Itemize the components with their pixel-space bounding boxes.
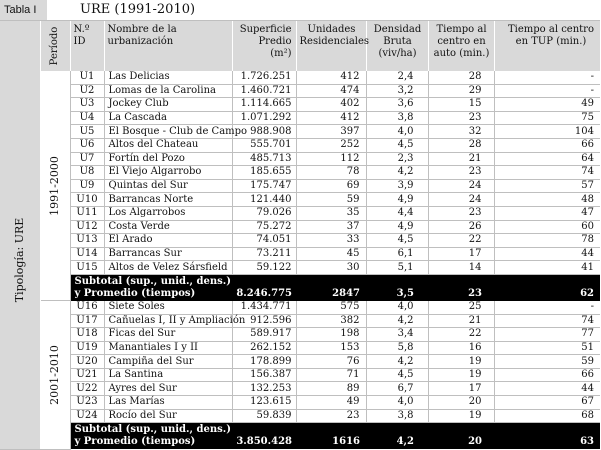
cell-densidad: 4,2 [366, 314, 428, 328]
cell-name: Barrancas Sur [104, 247, 232, 261]
period-cell [40, 301, 70, 449]
table-row [0, 125, 600, 139]
subtotal-unidades: 2847 [296, 274, 366, 301]
cell-unidades: 35 [296, 206, 366, 220]
table-title-bar [0, 0, 600, 21]
cell-id: U15 [70, 261, 104, 275]
cell-unidades: 33 [296, 234, 366, 248]
table-row [0, 341, 600, 355]
table-row [0, 328, 600, 342]
table-row [0, 206, 600, 220]
header-tiempo-auto: Tiempo al centro en auto (min.) [428, 21, 494, 71]
tipologia-cell [0, 71, 40, 449]
subtotal-densidad: 3,5 [366, 274, 428, 301]
cell-id: U7 [70, 152, 104, 166]
cell-tiempo-auto: 19 [428, 368, 494, 382]
cell-tiempo-tup: 59 [494, 355, 600, 369]
header-densidad: Densidad Bruta (viv/ha) [366, 21, 428, 71]
cell-unidades: 89 [296, 382, 366, 396]
table-row [0, 166, 600, 180]
cell-id: U22 [70, 382, 104, 396]
cell-tiempo-auto: 14 [428, 261, 494, 275]
table-row [0, 301, 600, 314]
cell-id: U12 [70, 220, 104, 234]
cell-id: U4 [70, 111, 104, 125]
period-cell [40, 71, 70, 301]
cell-tiempo-auto: 23 [428, 206, 494, 220]
cell-superficie: 988.908 [232, 125, 296, 139]
cell-densidad: 4,0 [366, 396, 428, 410]
cell-superficie: 79.026 [232, 206, 296, 220]
cell-tiempo-tup: 60 [494, 220, 600, 234]
subtotal-label: Subtotal (sup., unid., dens.) y Promedio (tiempos) [70, 423, 232, 450]
table-row [0, 314, 600, 328]
cell-tiempo-auto: 24 [428, 193, 494, 207]
period-label: 2001-2010 [48, 345, 61, 405]
cell-tiempo-auto: 22 [428, 328, 494, 342]
tipologia-label: Tipología: URE [12, 217, 26, 303]
cell-unidades: 59 [296, 193, 366, 207]
cell-id: U1 [70, 71, 104, 84]
cell-name: La Cascada [104, 111, 232, 125]
cell-densidad: 3,2 [366, 84, 428, 98]
cell-superficie: 59.839 [232, 409, 296, 423]
cell-densidad: 5,1 [366, 261, 428, 275]
cell-name: Lomas de la Carolina [104, 84, 232, 98]
cell-unidades: 575 [296, 301, 366, 314]
cell-tiempo-tup: 64 [494, 152, 600, 166]
cell-tiempo-auto: 17 [428, 382, 494, 396]
cell-name: Los Algarrobos [104, 206, 232, 220]
cell-tiempo-auto: 25 [428, 301, 494, 314]
cell-tiempo-auto: 24 [428, 179, 494, 193]
cell-tiempo-tup: 104 [494, 125, 600, 139]
cell-id: U21 [70, 368, 104, 382]
cell-superficie: 73.211 [232, 247, 296, 261]
cell-tiempo-auto: 23 [428, 166, 494, 180]
cell-superficie: 589.917 [232, 328, 296, 342]
cell-unidades: 71 [296, 368, 366, 382]
cell-name: Las Marías [104, 396, 232, 410]
subtotal-label: Subtotal (sup., unid., dens.) y Promedio (tiempos) [70, 274, 232, 301]
cell-id: U23 [70, 396, 104, 410]
cell-unidades: 474 [296, 84, 366, 98]
cell-name: El Bosque - Club de Campo [104, 125, 232, 139]
cell-superficie: 121.440 [232, 193, 296, 207]
period-label: 1991-2000 [48, 155, 61, 216]
table-row [0, 261, 600, 275]
table-row [0, 409, 600, 423]
cell-unidades: 412 [296, 71, 366, 84]
cell-densidad: 2,4 [366, 71, 428, 84]
cell-unidades: 412 [296, 111, 366, 125]
cell-name: Las Delicias [104, 71, 232, 84]
header-tipologia-blank [0, 21, 40, 71]
cell-name: Rocío del Sur [104, 409, 232, 423]
cell-tiempo-auto: 19 [428, 355, 494, 369]
cell-tiempo-tup: 41 [494, 261, 600, 275]
cell-unidades: 402 [296, 98, 366, 112]
cell-id: U20 [70, 355, 104, 369]
header-id: N.º ID [70, 21, 104, 71]
header-tiempo-tup: Tiempo al centro en TUP (min.) [494, 21, 600, 71]
cell-superficie: 123.615 [232, 396, 296, 410]
cell-id: U16 [70, 301, 104, 314]
cell-tiempo-auto: 26 [428, 220, 494, 234]
table-row [0, 220, 600, 234]
table-row [0, 193, 600, 207]
table-row [0, 98, 600, 112]
cell-tiempo-auto: 21 [428, 314, 494, 328]
cell-densidad: 3,6 [366, 98, 428, 112]
subtotal-unidades: 1616 [296, 423, 366, 450]
cell-superficie: 1.460.721 [232, 84, 296, 98]
cell-densidad: 3,8 [366, 409, 428, 423]
cell-superficie: 1.114.665 [232, 98, 296, 112]
cell-tiempo-tup: 44 [494, 382, 600, 396]
cell-unidades: 252 [296, 138, 366, 152]
table-row [0, 247, 600, 261]
cell-tiempo-tup: 77 [494, 328, 600, 342]
cell-tiempo-tup: 78 [494, 234, 600, 248]
cell-unidades: 382 [296, 314, 366, 328]
cell-name: Jockey Club [104, 98, 232, 112]
cell-tiempo-auto: 29 [428, 84, 494, 98]
cell-densidad: 4,0 [366, 125, 428, 139]
cell-id: U17 [70, 314, 104, 328]
cell-name: Manantiales I y II [104, 341, 232, 355]
cell-tiempo-tup: 74 [494, 314, 600, 328]
subtotal-tiempo-tup: 63 [494, 423, 600, 450]
cell-id: U19 [70, 341, 104, 355]
cell-densidad: 4,2 [366, 166, 428, 180]
cell-densidad: 4,2 [366, 355, 428, 369]
subtotal-row [0, 274, 600, 301]
cell-unidades: 153 [296, 341, 366, 355]
cell-densidad: 4,5 [366, 234, 428, 248]
cell-tiempo-tup: 47 [494, 206, 600, 220]
subtotal-row [0, 423, 600, 450]
subtotal-densidad: 4,2 [366, 423, 428, 450]
table-row [0, 152, 600, 166]
cell-name: Ayres del Sur [104, 382, 232, 396]
cell-name: Cañuelas I, II y Ampliación [104, 314, 232, 328]
cell-densidad: 4,0 [366, 301, 428, 314]
table-row [0, 138, 600, 152]
header-unidades: Unidades Residenciales [296, 21, 366, 71]
cell-id: U24 [70, 409, 104, 423]
cell-unidades: 198 [296, 328, 366, 342]
table-row [0, 368, 600, 382]
cell-tiempo-auto: 17 [428, 247, 494, 261]
cell-name: Campiña del Sur [104, 355, 232, 369]
cell-tiempo-auto: 21 [428, 152, 494, 166]
cell-tiempo-tup: - [494, 301, 600, 314]
cell-tiempo-auto: 28 [428, 71, 494, 84]
cell-densidad: 3,4 [366, 328, 428, 342]
cell-unidades: 30 [296, 261, 366, 275]
cell-id: U9 [70, 179, 104, 193]
cell-tiempo-tup: 75 [494, 111, 600, 125]
cell-name: Costa Verde [104, 220, 232, 234]
cell-tiempo-tup: 49 [494, 98, 600, 112]
table-row [0, 71, 600, 84]
cell-densidad: 4,5 [366, 138, 428, 152]
cell-name: Altos de Velez Sársfield [104, 261, 232, 275]
cell-tiempo-auto: 28 [428, 138, 494, 152]
cell-tiempo-auto: 15 [428, 98, 494, 112]
cell-densidad: 5,8 [366, 341, 428, 355]
cell-densidad: 3,9 [366, 179, 428, 193]
cell-id: U14 [70, 247, 104, 261]
cell-tiempo-tup: 44 [494, 247, 600, 261]
cell-tiempo-auto: 23 [428, 111, 494, 125]
subtotal-tiempo-auto: 20 [428, 423, 494, 450]
cell-densidad: 4,9 [366, 193, 428, 207]
cell-superficie: 132.253 [232, 382, 296, 396]
header-nombre: Nombre de la urbanización [104, 21, 232, 71]
cell-name: Altos del Chateau [104, 138, 232, 152]
cell-name: El Arado [104, 234, 232, 248]
cell-id: U3 [70, 98, 104, 112]
cell-superficie: 912.596 [232, 314, 296, 328]
cell-superficie: 185.655 [232, 166, 296, 180]
cell-tiempo-auto: 32 [428, 125, 494, 139]
cell-densidad: 2,3 [366, 152, 428, 166]
cell-superficie: 555.701 [232, 138, 296, 152]
cell-tiempo-tup: 57 [494, 179, 600, 193]
cell-name: Ficas del Sur [104, 328, 232, 342]
table-row [0, 382, 600, 396]
cell-id: U8 [70, 166, 104, 180]
cell-superficie: 485.713 [232, 152, 296, 166]
cell-tiempo-tup: 48 [494, 193, 600, 207]
cell-tiempo-tup: 68 [494, 409, 600, 423]
cell-unidades: 112 [296, 152, 366, 166]
cell-name: Barrancas Norte [104, 193, 232, 207]
cell-unidades: 76 [296, 355, 366, 369]
cell-unidades: 49 [296, 396, 366, 410]
cell-densidad: 4,4 [366, 206, 428, 220]
subtotal-tiempo-auto: 23 [428, 274, 494, 301]
cell-id: U2 [70, 84, 104, 98]
cell-tiempo-auto: 22 [428, 234, 494, 248]
cell-densidad: 4,9 [366, 220, 428, 234]
cell-superficie: 262.152 [232, 341, 296, 355]
cell-name: Siete Soles [104, 301, 232, 314]
cell-unidades: 397 [296, 125, 366, 139]
cell-name: Fortín del Pozo [104, 152, 232, 166]
cell-unidades: 23 [296, 409, 366, 423]
cell-tiempo-tup: - [494, 71, 600, 84]
cell-name: La Santina [104, 368, 232, 382]
cell-superficie: 75.272 [232, 220, 296, 234]
table-row [0, 111, 600, 125]
cell-superficie: 59.122 [232, 261, 296, 275]
cell-id: U11 [70, 206, 104, 220]
cell-tiempo-tup: 66 [494, 368, 600, 382]
table-row [0, 84, 600, 98]
subtotal-superficie: 8.246.775 [232, 274, 296, 301]
cell-name: El Viejo Algarrobo [104, 166, 232, 180]
cell-unidades: 69 [296, 179, 366, 193]
subtotal-superficie: 3.850.428 [232, 423, 296, 450]
cell-id: U13 [70, 234, 104, 248]
cell-tiempo-tup: - [494, 84, 600, 98]
header-periodo: Período [40, 21, 70, 71]
cell-superficie: 1.071.292 [232, 111, 296, 125]
header-superficie: Superficie Predio (m²) [232, 21, 296, 71]
cell-superficie: 1.726.251 [232, 71, 296, 84]
table-label: Tabla I [0, 0, 47, 20]
cell-tiempo-auto: 16 [428, 341, 494, 355]
cell-tiempo-tup: 66 [494, 138, 600, 152]
table-row [0, 355, 600, 369]
cell-id: U18 [70, 328, 104, 342]
cell-id: U6 [70, 138, 104, 152]
cell-densidad: 3,8 [366, 111, 428, 125]
cell-superficie: 175.747 [232, 179, 296, 193]
cell-tiempo-tup: 51 [494, 341, 600, 355]
table-row [0, 234, 600, 248]
cell-superficie: 74.051 [232, 234, 296, 248]
cell-superficie: 1.434.771 [232, 301, 296, 314]
cell-unidades: 37 [296, 220, 366, 234]
cell-unidades: 78 [296, 166, 366, 180]
cell-tiempo-auto: 19 [428, 409, 494, 423]
table-row [0, 179, 600, 193]
data-table [0, 21, 601, 450]
cell-superficie: 178.899 [232, 355, 296, 369]
cell-unidades: 45 [296, 247, 366, 261]
cell-id: U10 [70, 193, 104, 207]
table-title: URE (1991-2010) [80, 2, 196, 17]
cell-tiempo-tup: 67 [494, 396, 600, 410]
cell-densidad: 6,1 [366, 247, 428, 261]
cell-id: U5 [70, 125, 104, 139]
cell-tiempo-tup: 74 [494, 166, 600, 180]
cell-name: Quintas del Sur [104, 179, 232, 193]
cell-superficie: 156.387 [232, 368, 296, 382]
table-row [0, 396, 600, 410]
cell-tiempo-auto: 20 [428, 396, 494, 410]
cell-densidad: 6,7 [366, 382, 428, 396]
subtotal-tiempo-tup: 62 [494, 274, 600, 301]
cell-densidad: 4,5 [366, 368, 428, 382]
